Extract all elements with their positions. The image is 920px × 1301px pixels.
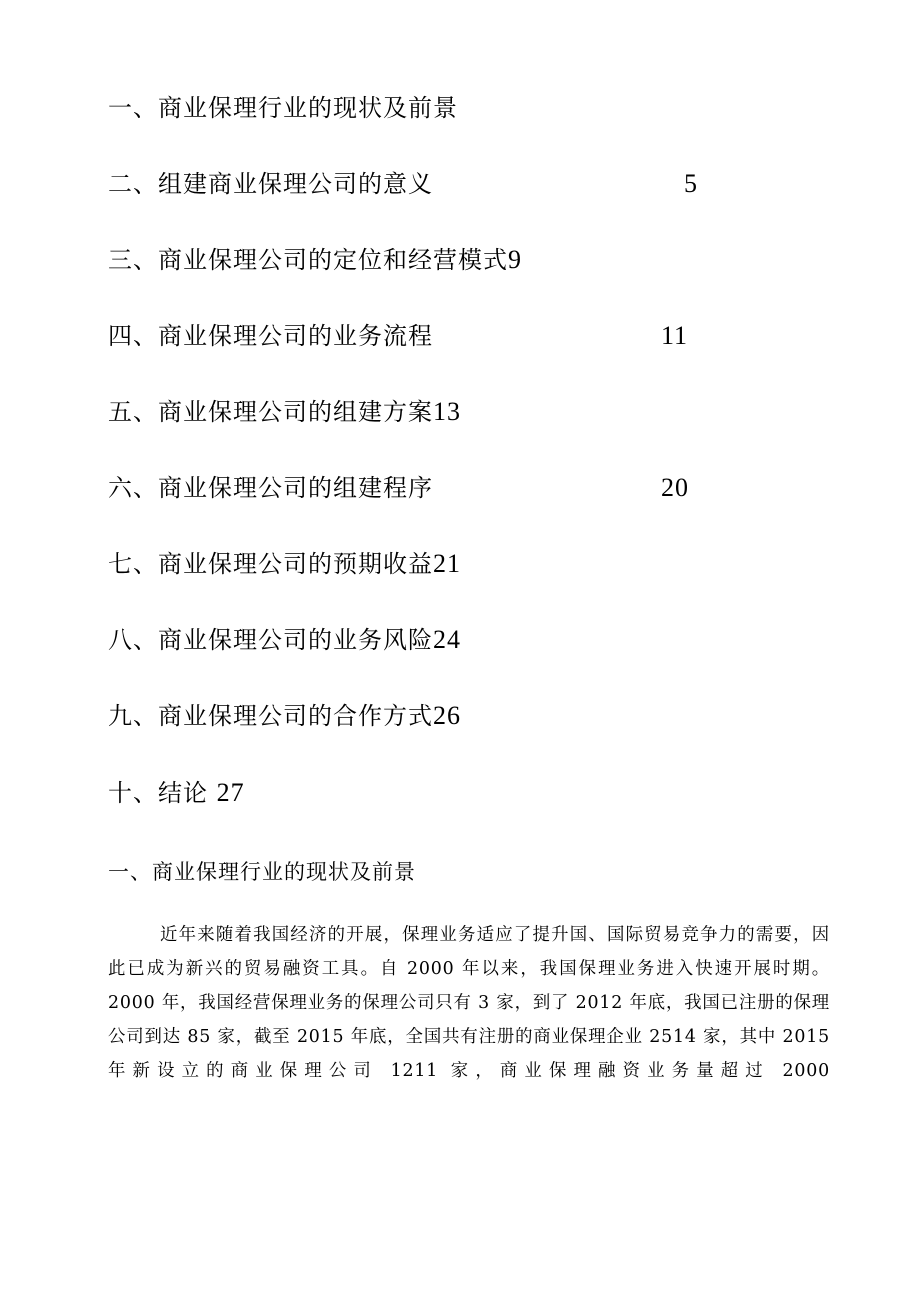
toc-entry-page: 21 (433, 549, 461, 578)
toc-entry-title: 十、结论 (108, 779, 208, 807)
toc-entry-title: 七、商业保理公司的预期收益 (108, 550, 433, 578)
section-heading: 一、商业保理行业的现状及前景 (108, 860, 416, 884)
toc-entry[interactable] (108, 242, 522, 278)
toc-entry-page: 5 (684, 169, 698, 198)
toc-entry-page: 24 (433, 625, 461, 654)
toc-entry-title: 五、商业保理公司的组建方案 (108, 398, 433, 426)
toc-entry-title: 二、组建商业保理公司的意义 (108, 170, 433, 198)
toc-entry[interactable] (108, 775, 245, 811)
toc-entry[interactable] (108, 546, 461, 582)
toc-entry[interactable] (108, 698, 461, 734)
toc-entry-title: 一、商业保理行业的现状及前景 (108, 94, 458, 122)
toc-entry[interactable] (108, 394, 461, 430)
toc-entry-page: 26 (433, 701, 461, 730)
body-paragraph: 近年来随着我国经济的开展，保理业务适应了提升国、国际贸易竞争力的需要，因此已成为新兴的贸易融资工具。自 2000 年以来，我国保理业务进入快速开展时期。2000 年，我国经营保理业务的保理公司只有 3 家，到了 2012 年底，我国已注册的保理公司到达 85 家，截至 2015 年底，全国共有注册的商业保理企业 2514 家，其中 2015 年新设立的商业保理公司 1211 家，商业保理融资业务量超过 2000 (108, 925, 830, 1081)
toc-entry-title: 三、商业保理公司的定位和经营模式 (108, 246, 508, 274)
toc-entry-page: 11 (661, 321, 689, 350)
toc-entry-title: 六、商业保理公司的组建程序 (108, 474, 433, 502)
toc-entry[interactable] (108, 318, 748, 354)
toc-entry[interactable] (108, 470, 748, 506)
toc-entry-page: 9 (508, 245, 522, 274)
toc-entry-title: 八、商业保理公司的业务风险 (108, 626, 433, 654)
toc-entry-title: 九、商业保理公司的合作方式 (108, 702, 433, 730)
toc-entry[interactable] (108, 166, 748, 202)
toc-entry-page: 20 (661, 473, 689, 502)
toc-entry-page: 27 (216, 778, 245, 807)
toc-entry-title: 四、商业保理公司的业务流程 (108, 322, 433, 350)
toc-entry[interactable] (108, 622, 461, 658)
toc-entry[interactable] (108, 90, 458, 126)
toc-entry-page: 13 (433, 397, 461, 426)
